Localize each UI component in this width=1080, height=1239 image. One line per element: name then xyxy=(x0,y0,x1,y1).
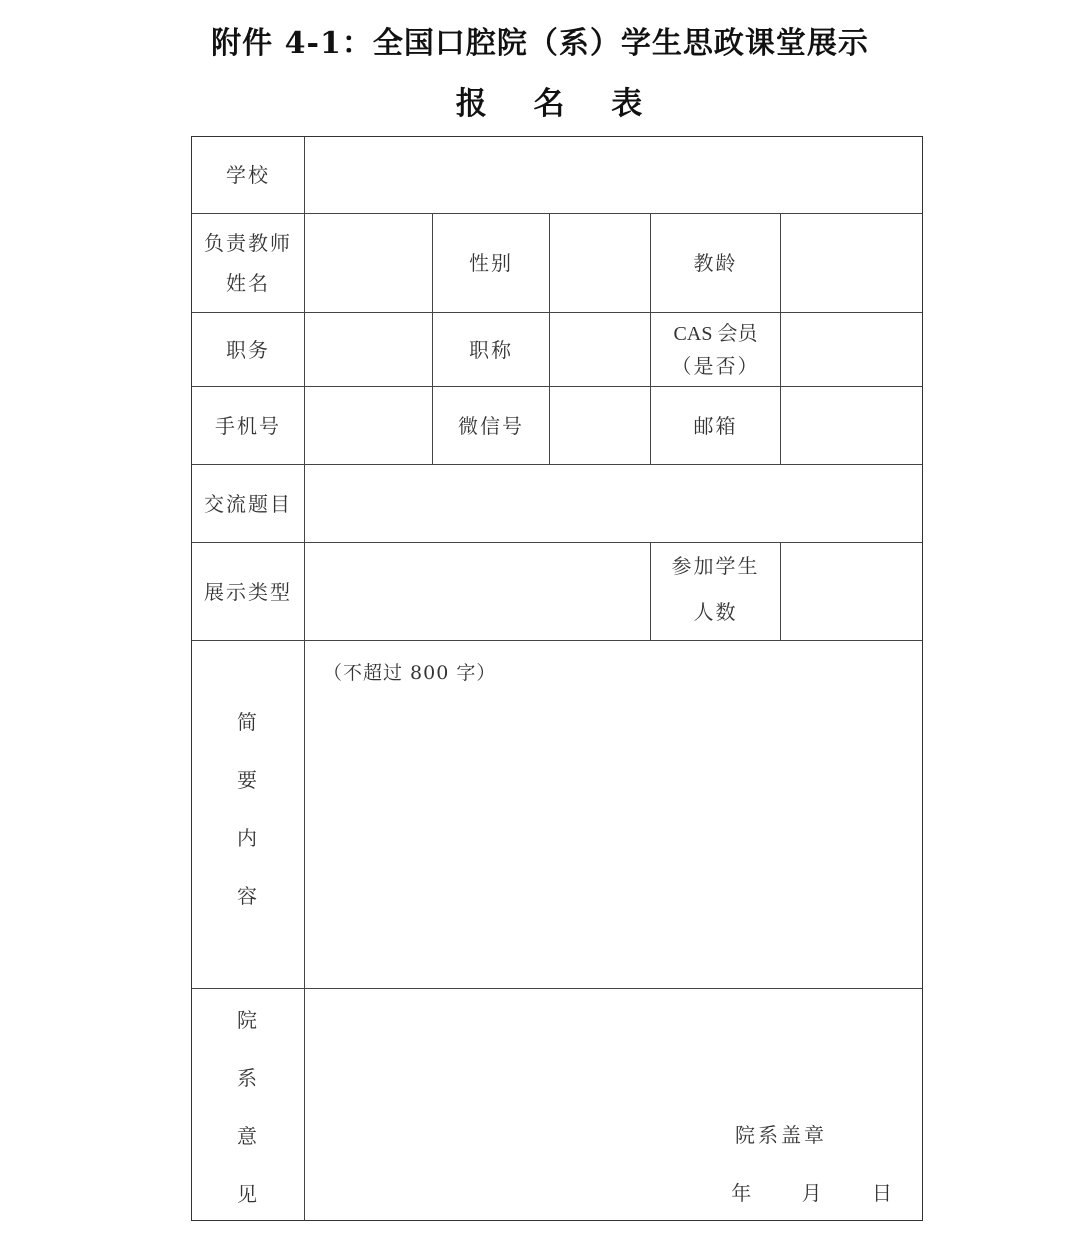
summary-label-char: 简 xyxy=(237,710,259,734)
opinion-label-char: 系 xyxy=(237,1066,259,1090)
teaching-years-label-text: 教龄 xyxy=(693,251,738,275)
cas-member-label-line2: （是否） xyxy=(671,353,760,378)
summary-note: （不超过 800 字） xyxy=(323,662,497,684)
gender-field[interactable] xyxy=(550,214,651,313)
opinion-label-char: 院 xyxy=(237,1008,259,1032)
title-field[interactable] xyxy=(550,313,651,387)
position-label xyxy=(192,313,305,387)
cas-member-field[interactable] xyxy=(781,313,922,387)
cas-member-label xyxy=(651,313,781,387)
teaching-years-field[interactable] xyxy=(781,214,922,313)
opinion-label-char: 意 xyxy=(237,1124,259,1148)
cas-member-label-line1: CAS 会员 xyxy=(673,322,758,345)
stamp-label: 院系盖章 xyxy=(735,1123,827,1147)
school-field[interactable] xyxy=(305,137,922,214)
teacher-name-label xyxy=(192,214,305,313)
email-field[interactable] xyxy=(781,387,922,465)
opinion-label-char: 见 xyxy=(237,1182,259,1206)
department-opinion-field[interactable] xyxy=(305,989,922,1220)
position-label-text: 职务 xyxy=(226,337,270,362)
email-label-text: 邮箱 xyxy=(693,413,738,438)
department-opinion-label xyxy=(192,989,305,1220)
phone-label xyxy=(192,387,305,465)
students-count-label xyxy=(651,543,781,641)
school-label-text: 学校 xyxy=(226,163,270,187)
teaching-years-label xyxy=(651,214,781,313)
phone-field[interactable] xyxy=(305,387,433,465)
position-field[interactable] xyxy=(305,313,433,387)
title-label xyxy=(433,313,550,387)
document-title: 附件 4-1：全国口腔院（系）学生思政课堂展示 xyxy=(211,26,869,61)
teacher-name-field[interactable] xyxy=(305,214,433,313)
summary-label-char: 要 xyxy=(237,768,259,792)
wechat-field[interactable] xyxy=(550,387,651,465)
registration-form-table xyxy=(191,136,923,1221)
gender-label-text: 性别 xyxy=(469,251,513,275)
students-count-label-line1: 参加学生 xyxy=(671,554,760,578)
topic-field[interactable] xyxy=(305,465,922,543)
summary-label xyxy=(192,641,305,989)
display-type-label xyxy=(192,543,305,641)
wechat-label-text: 微信号 xyxy=(458,413,524,438)
email-label xyxy=(651,387,781,465)
teacher-name-label-line1: 负责教师 xyxy=(204,231,292,255)
display-type-label-text: 展示类型 xyxy=(204,579,292,604)
topic-label xyxy=(192,465,305,543)
gender-label xyxy=(433,214,550,313)
date-label: 年 月 日 xyxy=(731,1181,914,1205)
title-label-text: 职称 xyxy=(469,337,513,362)
summary-label-char: 内 xyxy=(237,826,259,850)
phone-label-text: 手机号 xyxy=(215,413,281,438)
topic-label-text: 交流题目 xyxy=(204,491,292,516)
teacher-name-label-line2: 姓名 xyxy=(226,271,270,295)
summary-label-char: 容 xyxy=(237,884,259,908)
students-count-label-line2: 人数 xyxy=(693,600,738,624)
display-type-field[interactable] xyxy=(305,543,651,641)
students-count-field[interactable] xyxy=(781,543,922,641)
wechat-label xyxy=(433,387,550,465)
summary-field[interactable] xyxy=(305,641,922,989)
school-label xyxy=(192,137,305,214)
document-subtitle: 报 名 表 xyxy=(455,86,661,122)
